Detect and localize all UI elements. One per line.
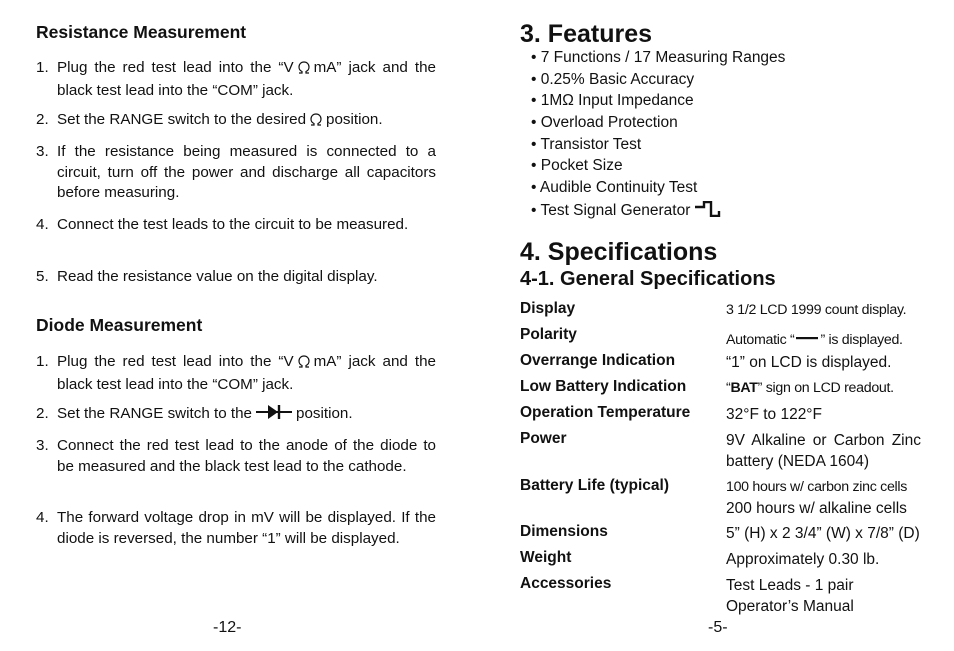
spec-label-operation-temperature: Operation Temperature <box>520 404 691 421</box>
spec-value-operation-temperature: 32°F to 122°F <box>726 406 822 423</box>
feature-item: • 7 Functions / 17 Measuring Ranges <box>531 49 786 66</box>
page-number-right: -5- <box>708 619 728 636</box>
spec-value-weight: Approximately 0.30 lb. <box>726 551 880 568</box>
feature-item: • Overload Protection <box>531 114 678 131</box>
diode-step-3: 3. Connect the red test lead to the anode of the diode to be measured and the black test lead to the cathode. <box>36 437 436 475</box>
feature-item: • Transistor Test <box>531 136 642 153</box>
specifications-heading: 4. Specifications <box>520 238 718 266</box>
diode-symbol-icon <box>256 404 292 427</box>
spec-value-overrange: “1” on LCD is displayed. <box>726 354 892 371</box>
resistance-heading: Resistance Measurement <box>36 22 247 42</box>
feature-item: • Audible Continuity Test <box>531 179 698 196</box>
spec-label-overrange: Overrange Indication <box>520 352 676 369</box>
feature-item: • Pocket Size <box>531 157 623 174</box>
minus-sign-icon <box>796 326 818 347</box>
resistance-step-3: 3. If the resistance being measured is connected to a circuit, turn off the power and discharge all capacitors before measuring. <box>36 143 436 201</box>
feature-item: • Test Signal Generator <box>531 201 730 222</box>
features-heading: 3. Features <box>520 20 653 48</box>
ohm-symbol-icon <box>298 60 310 81</box>
spec-value-battery-life: 100 hours w/ carbon zinc cells 200 hours w/ alkaline cells <box>726 479 908 517</box>
diode-step-2: 2. Set the RANGE switch to the position. <box>36 404 436 427</box>
spec-label-display: Display <box>520 300 576 317</box>
spec-label-weight: Weight <box>520 549 572 566</box>
spec-label-polarity: Polarity <box>520 326 577 343</box>
spec-value-accessories: Test Leads - 1 pair Operator’s Manual <box>726 577 854 615</box>
spec-label-accessories: Accessories <box>520 575 612 592</box>
page-number-left: -12- <box>213 619 242 636</box>
diode-step-4: 4. The forward voltage drop in mV will be displayed. If the diode is reversed, the number “1” will be displayed. <box>36 509 436 547</box>
feature-item: • 0.25% Basic Accuracy <box>531 71 695 88</box>
spec-label-dimensions: Dimensions <box>520 523 608 540</box>
spec-label-battery-life: Battery Life (typical) <box>520 477 670 494</box>
diode-step-1: 1. Plug the red test lead into the “V mA” jack and the black test lead into the “COM” jack. <box>36 353 436 393</box>
resistance-step-4: 4. Connect the test leads to the circuit to be measured. <box>36 216 409 233</box>
spec-value-display: 3 1/2 LCD 1999 count display. <box>726 302 907 318</box>
spec-value-dimensions: 5” (H) x 2 3/4” (W) x 7/8” (D) <box>726 525 920 542</box>
resistance-step-5: 5. Read the resistance value on the digital display. <box>36 268 378 285</box>
square-wave-icon <box>694 201 726 222</box>
spec-value-low-battery: “BAT” sign on LCD readout. <box>726 380 894 396</box>
resistance-step-2: 2. Set the RANGE switch to the desired position. <box>36 110 436 133</box>
spec-label-low-battery: Low Battery Indication <box>520 378 687 395</box>
ohm-symbol-icon <box>298 354 310 375</box>
spec-value-polarity: Automatic “ ” is displayed. <box>726 326 921 351</box>
diode-heading: Diode Measurement <box>36 315 203 335</box>
feature-item: • 1MΩ Input Impedance <box>531 92 694 109</box>
general-specifications-subheading: 4-1. General Specifications <box>520 268 776 290</box>
spec-value-power: 9V Alkaline or Carbon Zinc battery (NEDA 1604) <box>726 432 921 470</box>
spec-label-power: Power <box>520 430 567 447</box>
ohm-symbol-icon <box>310 112 322 133</box>
resistance-step-1: 1. Plug the red test lead into the “V mA” jack and the black test lead into the “COM” jack. <box>36 59 436 99</box>
